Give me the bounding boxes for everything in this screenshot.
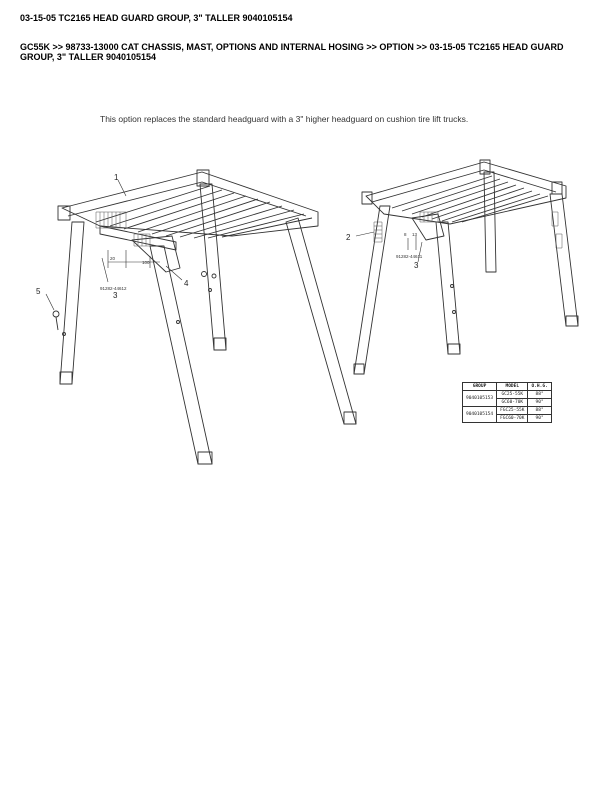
legend-model-cell: GC60-70K: [497, 399, 528, 407]
callout-3-right: 3: [414, 261, 419, 270]
legend-model-cell: FGC25-55K: [497, 407, 528, 415]
callout-2: 2: [346, 233, 351, 242]
right-rear-leg-a: [484, 172, 496, 272]
right-slats: [392, 176, 548, 222]
model-legend-table: [462, 382, 552, 423]
legend-header: MODEL: [497, 383, 528, 391]
legend-group-cell: 9040105154: [463, 407, 497, 423]
callout-3-left: 3: [113, 291, 118, 300]
dimension-100: 100: [142, 260, 150, 265]
legend-ohg-cell: 90": [528, 399, 551, 407]
page-title: 03-15-05 TC2165 HEAD GUARD GROUP, 3" TALLER 9040105154: [20, 13, 293, 23]
dimension-8: 8: [404, 232, 407, 237]
part-number-left: 91282-44612: [100, 286, 127, 291]
left-front-leg: [60, 222, 84, 384]
left-rear-leg-a: [200, 184, 226, 350]
callout-4: 4: [184, 279, 189, 288]
dimension-13: 13: [412, 232, 418, 237]
callout-1: 1: [114, 173, 119, 182]
right-front-leg: [354, 206, 390, 374]
left-rear-leg-b: [286, 218, 356, 424]
table-row: [463, 391, 552, 399]
legend-group-cell: 9040105153: [463, 391, 497, 407]
legend-ohg-cell: 88": [528, 407, 551, 415]
diagram-caption: This option replaces the standard headguard with a 3" higher headguard on cushion tire lift trucks.: [100, 114, 469, 124]
legend-ohg-cell: 88": [528, 391, 551, 399]
legend-header: O.H.G.: [528, 383, 551, 391]
legend-model-cell: GC25-55K: [497, 391, 528, 399]
right-mid-leg: [436, 222, 460, 354]
left-main-leg: [150, 246, 212, 464]
legend-model-cell: FGC60-70K: [497, 415, 528, 423]
dimension-20: 20: [110, 256, 116, 261]
right-top-frame: [366, 162, 566, 224]
legend-ohg-cell: 90": [528, 415, 551, 423]
part-number-right: 91282-44611: [396, 254, 423, 259]
right-rear-leg-b: [550, 194, 578, 326]
breadcrumb: GC55K >> 98733-13000 CAT CHASSIS, MAST, OPTIONS AND INTERNAL HOSING >> OPTION >> 03-15-05 TC2165 HEAD GUARD GROUP, 3" TALLER 9040105154: [20, 42, 564, 62]
legend-header: GROUP: [463, 383, 497, 391]
table-row: [463, 407, 552, 415]
callout-5: 5: [36, 287, 41, 296]
